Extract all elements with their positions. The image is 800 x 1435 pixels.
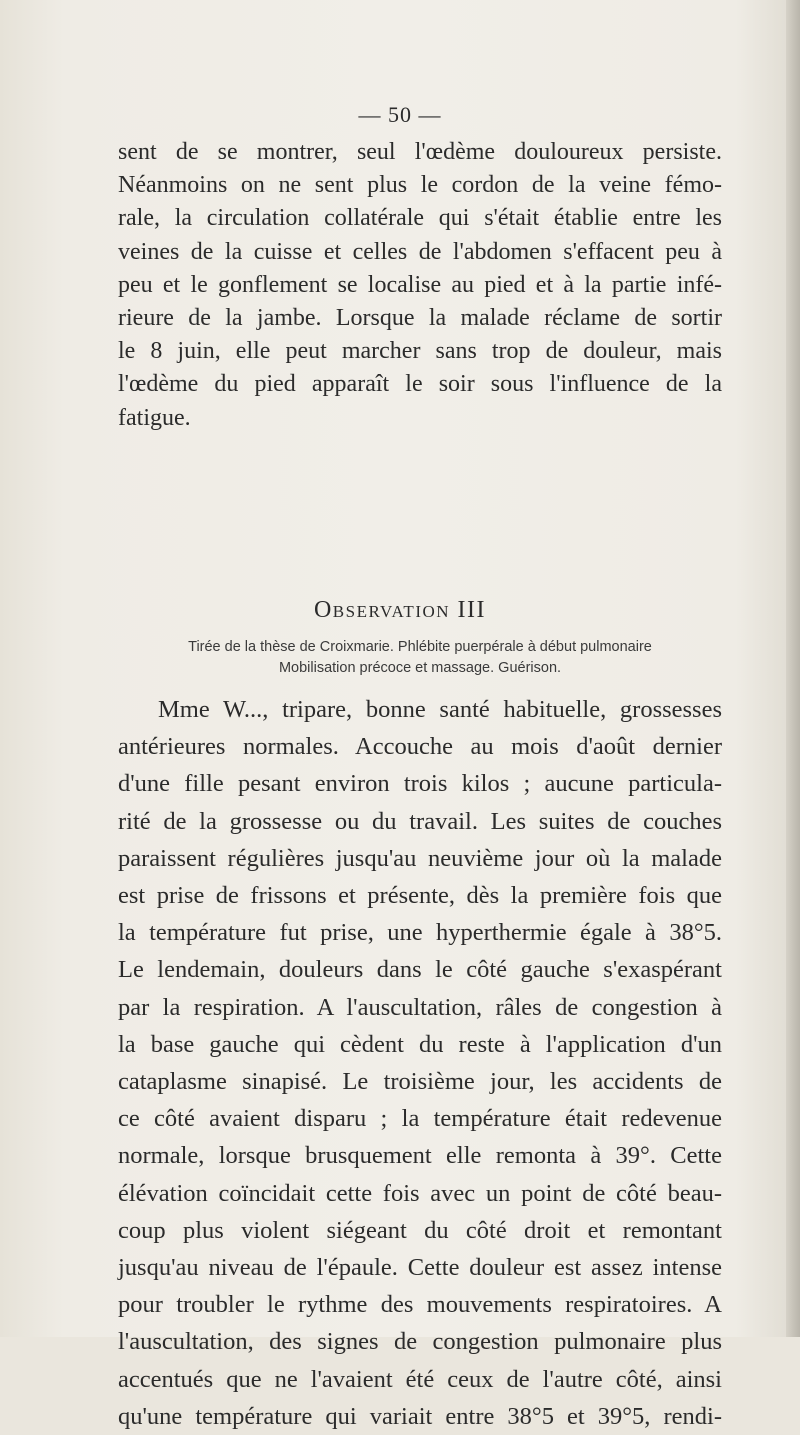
paragraph-continuation <box>118 136 722 435</box>
observation-body <box>118 691 722 1435</box>
text-line: rité de la grossesse ou du travail. Les suites de couches <box>118 807 722 835</box>
text-line: qu'une température qui variait entre 38°5 et 39°5, rendi- <box>118 1402 722 1430</box>
text-line: Le lendemain, douleurs dans le côté gauche s'exaspérant <box>118 956 722 984</box>
observation-heading: Observation III <box>313 597 487 623</box>
text-line: Mme W..., tripare, bonne santé habituelle, grossesses <box>158 696 722 723</box>
text-line: cataplasme sinapisé. Le troisième jour, les accidents de <box>118 1068 722 1096</box>
text-line: l'œdème du pied apparaît le soir sous l'influence de la <box>118 371 722 398</box>
text-line: d'une fille pesant environ trois kilos ; aucune particula- <box>118 770 722 798</box>
observation-subheading: Tirée de la thèse de Croixmarie. Phlébite puerpérale à début pulmonaire <box>188 639 652 655</box>
text-line: rale, la circulation collatérale qui s'était établie entre les <box>118 205 722 232</box>
text-line: peu et le gonflement se localise au pied et à la partie infé- <box>118 271 722 298</box>
text-line: la base gauche qui cèdent du reste à l'application d'un <box>118 1030 722 1058</box>
text-line: l'auscultation, des signes de congestion pulmonaire plus <box>118 1328 722 1356</box>
text-line: antérieures normales. Accouche au mois d'août dernier <box>118 733 722 761</box>
page-edge-shadow <box>786 0 800 1337</box>
text-line: ce côté avaient disparu ; la température était redevenue <box>118 1105 722 1133</box>
text-line: veines de la cuisse et celles de l'abdomen s'effacent peu à <box>118 238 722 265</box>
page-number: — 50 — <box>358 102 442 127</box>
text-line: jusqu'au niveau de l'épaule. Cette douleur est assez intense <box>118 1254 722 1282</box>
text-line: rieure de la jambe. Lorsque la malade réclame de sortir <box>118 305 722 332</box>
text-line: par la respiration. A l'auscultation, râles de congestion à <box>118 993 722 1021</box>
text-line: pour troubler le rythme des mouvements respiratoires. A <box>118 1291 722 1319</box>
text-line: paraissent régulières jusqu'au neuvième jour où la malade <box>118 844 722 872</box>
observation-subheading: Mobilisation précoce et massage. Guérison. <box>278 660 562 676</box>
text-line: élévation coïncidait cette fois avec un point de côté beau- <box>118 1179 722 1207</box>
text-line: sent de se montrer, seul l'œdème douloureux persiste. <box>118 139 722 165</box>
text-line: Néanmoins on ne sent plus le cordon de la veine fémo- <box>118 172 722 199</box>
text-line: fatigue. <box>118 404 191 431</box>
text-line: normale, lorsque brusquement elle remonta à 39°. Cette <box>118 1142 722 1170</box>
text-line: accentués que ne l'avaient été ceux de l'autre côté, ainsi <box>118 1365 722 1393</box>
text-line: coup plus violent siégeant du côté droit et remontant <box>118 1216 722 1244</box>
text-line: la température fut prise, une hyperthermie égale à 38°5. <box>118 919 722 947</box>
text-line: est prise de frissons et présente, dès la première fois que <box>118 882 722 910</box>
text-line: le 8 juin, elle peut marcher sans trop de douleur, mais <box>118 338 722 365</box>
